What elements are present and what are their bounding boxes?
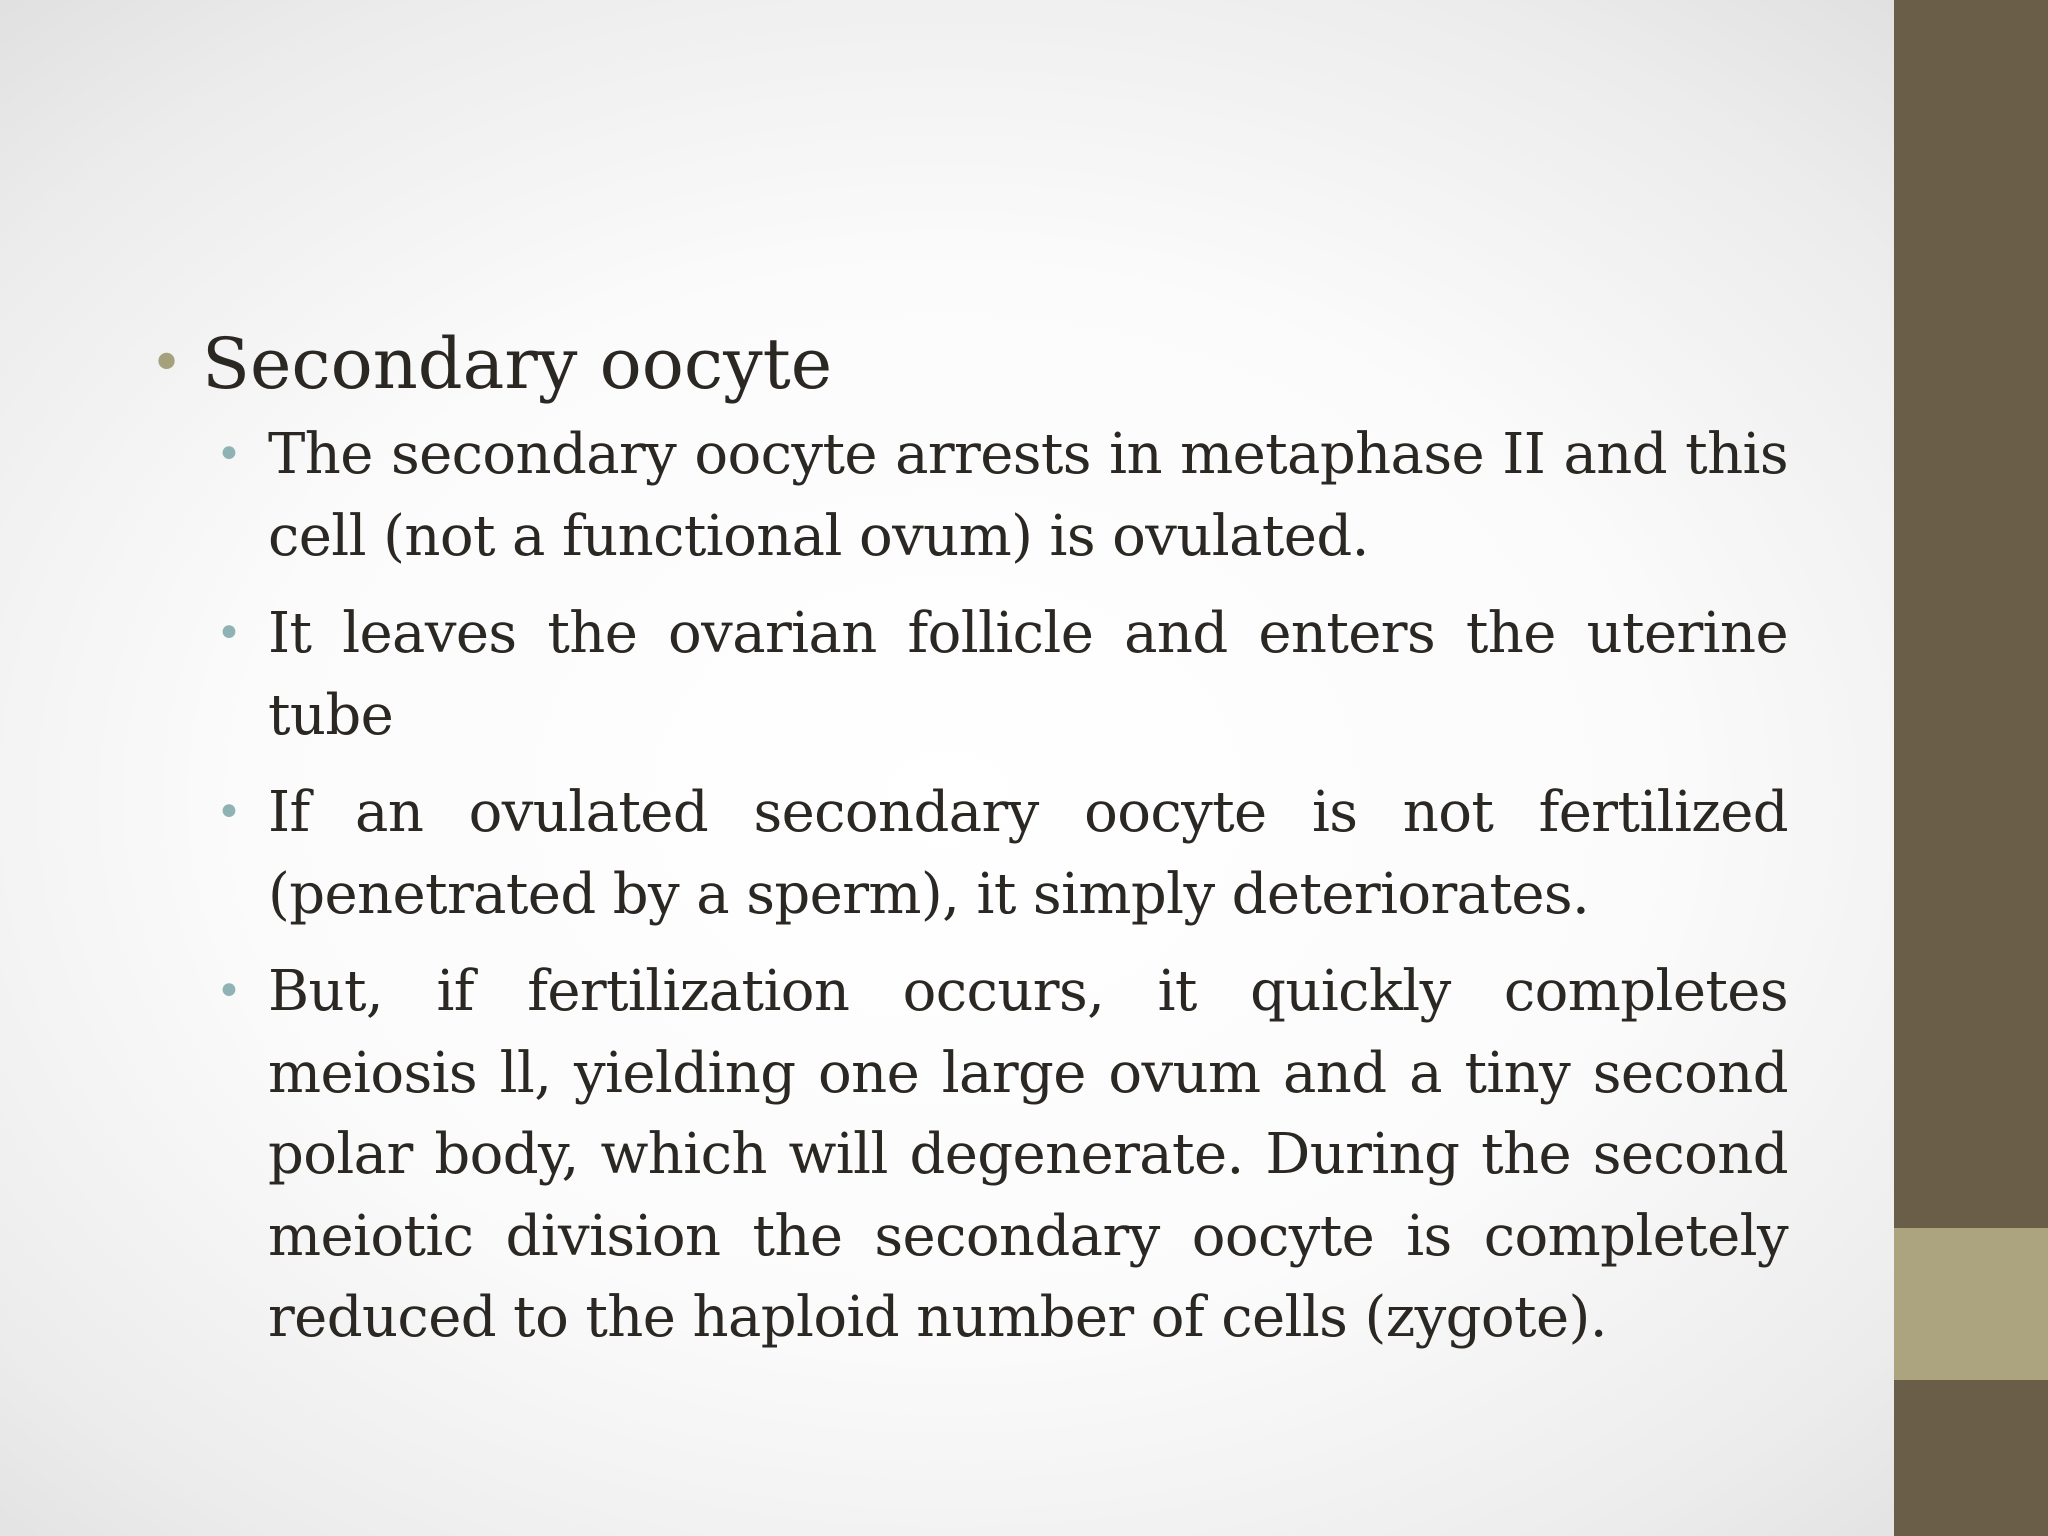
bullet-dot-icon: • xyxy=(216,966,242,1017)
sub-bullet-text: But, if fertilization occurs, it quickly completes meiosis ll, yielding one large ovum and a tiny second polar body, which will degenerate. During the second meiotic division the secondary oocyte is completely reduced to the haploid number of cells (zygote). xyxy=(268,959,1788,1350)
slide-heading: Secondary oocyte xyxy=(202,323,833,405)
sub-bullet-list xyxy=(150,414,1788,1359)
bullet-dot-icon: • xyxy=(150,331,184,396)
slide-content xyxy=(150,318,1788,1375)
sub-bullet-item xyxy=(150,414,1788,577)
bullet-dot-icon: • xyxy=(216,608,242,659)
bullet-item-level1 xyxy=(150,318,1788,410)
sub-bullet-text: It leaves the ovarian follicle and enters the uterine tube xyxy=(268,601,1788,748)
bullet-dot-icon: • xyxy=(216,429,242,480)
sub-bullet-item xyxy=(150,951,1788,1359)
sub-bullet-item xyxy=(150,772,1788,935)
sub-bullet-item xyxy=(150,593,1788,756)
bullet-dot-icon: • xyxy=(216,787,242,838)
sub-bullet-text: If an ovulated secondary oocyte is not fertilized (penetrated by a sperm), it simply deteriorates. xyxy=(268,780,1788,927)
sub-bullet-text: The secondary oocyte arrests in metaphase II and this cell (not a functional ovum) is ovulated. xyxy=(268,422,1788,569)
decorative-sidebar-accent xyxy=(1894,1228,2048,1380)
